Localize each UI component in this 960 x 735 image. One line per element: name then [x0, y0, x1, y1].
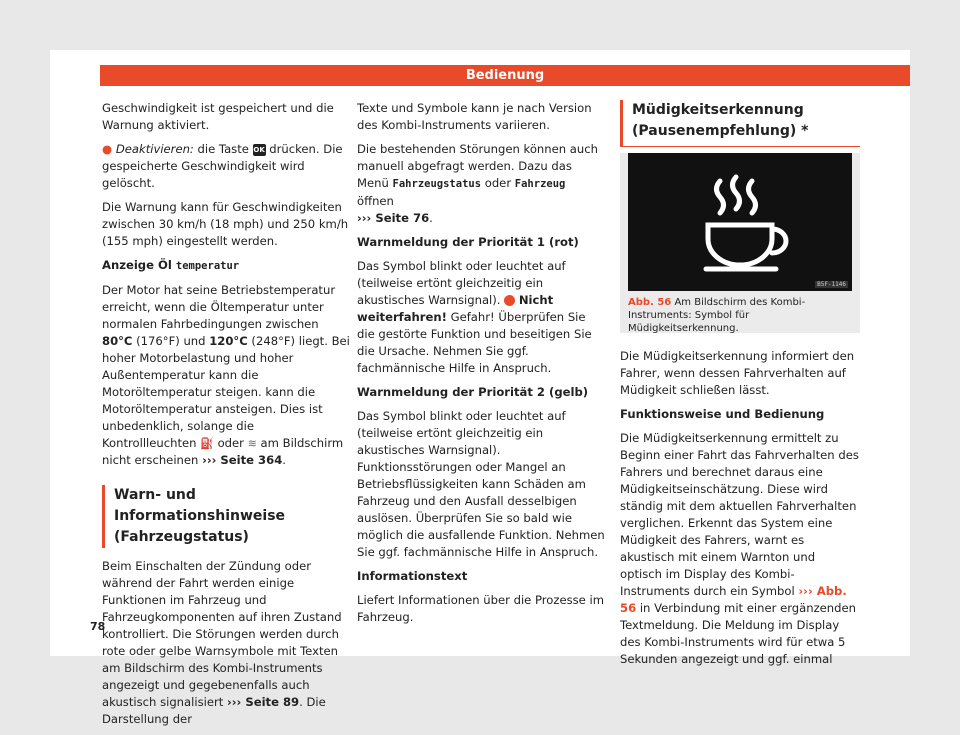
page-number: 78 [90, 620, 106, 633]
subheading: Funktionsweise und Bedienung [620, 407, 825, 421]
bullet-icon: ● [102, 142, 113, 156]
paragraph: Texte und Symbole kann je nach Version des Kombi-Instruments variieren. [357, 101, 592, 132]
ok-key-icon: OK [253, 145, 265, 154]
column-3-text [620, 348, 860, 675]
figure-link[interactable]: ››› Abb. 56 [620, 584, 847, 615]
subheading: Warnmeldung der Priorität 1 (rot) [357, 235, 579, 249]
paragraph: Das Symbol blinkt oder leuchtet auf (teilweise ertönt gleichzeitig ein akustisches Warnsignal). Nicht weiterfahren! Gefahr! Überprüfen Sie die gestörte Funktion und beseitigen Sie die Ursache. Nehmen Sie ggf. fachmännische Hilfe in Anspruch. [357, 259, 592, 375]
figure-56 [620, 153, 860, 333]
page [50, 50, 910, 726]
page-link[interactable]: ››› Seite 364 [202, 453, 283, 467]
column-2 [357, 100, 605, 633]
subheading: Anzeige Öl temperatur [102, 258, 240, 272]
paragraph: Das Symbol blinkt oder leuchtet auf (teilweise ertönt gleichzeitig ein akustisches Warnsignal). Funktionsstörungen oder Mangel an Betriebsflüssigkeiten kann Schäden am Fahrzeug und den Ausfall desselbigen auslösen. Überprüfen Sie so bald wie möglich die ausfallende Funktion. Nehmen Sie ggf. fachmännische Hilfe in Anspruch. [357, 409, 605, 559]
section-heading: Müdigkeitserkennung (Pausenempfehlung) * [620, 100, 860, 147]
paragraph: Die Warnung kann für Geschwindigkeiten zwischen 30 km/h (18 mph) und 250 km/h (155 mph) eingestellt werden. [102, 200, 349, 248]
paragraph-deaktivieren: ● Deaktivieren: die Taste OK drücken. Die gespeicherte Geschwindigkeit wird gelöscht. [102, 142, 343, 190]
section-heading: Warn- und Informationshinweise (Fahrzeugstatus) [102, 485, 350, 548]
stop-icon [504, 295, 515, 306]
subheading: Warnmeldung der Priorität 2 (gelb) [357, 385, 589, 399]
paragraph: Liefert Informationen über die Prozesse im Fahrzeug. [357, 593, 605, 624]
column-3-heading [620, 100, 860, 155]
paragraph: Beim Einschalten der Zündung oder während der Fahrt werden einige Funktionen im Fahrzeug und Fahrzeugkomponenten auf ihren Zustand kontrolliert. Die Störungen werden durch rote oder gelbe Warnsymbole mit Texten am Bildschirm des Kombi-Instruments angezeigt und gegebenenfalls auch akustisch signalisiert ››› Seite 89. Die Darstellung der [102, 559, 342, 726]
subheading: Informationstext [357, 569, 468, 583]
figure-display [628, 153, 852, 291]
oil-temp-icon: ≋ [247, 437, 257, 450]
page-link[interactable]: ››› Seite 89 [226, 695, 300, 709]
figure-code: B5F-1146 [817, 281, 846, 288]
coffee-cup-icon [628, 153, 852, 291]
page-link[interactable]: ››› Seite 76 [357, 211, 430, 225]
paragraph: Die Müdigkeitserkennung informiert den Fahrer, wenn dessen Fahrverhalten auf Müdigkeit schließen lässt. [620, 349, 855, 397]
paragraph: Die Müdigkeitserkennung ermittelt zu Beginn einer Fahrt das Fahrverhalten des Fahrers und berechnet daraus eine Müdigkeitseinschätzung. Diese wird ständig mit dem aktuellen Fahrverhalten verglichen. Erkennt das System eine Müdigkeit des Fahrers, warnt es akustisch mit einem Warnton und optisch im Display des Kombi-Instruments durch ein Symbol ››› Abb. 56 in Verbindung mit einer ergänzenden Textmeldung. Die Meldung im Display des Kombi-Instruments wird für etwa 5 Sekunden angezeigt und ggf. einmal [620, 431, 859, 666]
column-1 [102, 100, 350, 735]
oil-warning-icon: ⛽ [200, 437, 214, 450]
paragraph-oil: Der Motor hat seine Betriebstemperatur erreicht, wenn die Öltemperatur unter normalen Fahrbedingungen zwischen 80°C (176°F) und 120°C (248°F) liegt. Bei hoher Motorbelastung und hoher Außentemperatur kann die Motoröltemperatur steigen. kann die Motoröltemperatur ansteigen. Dies ist unbedenklich, solange die Kontrollleuchten ⛽ oder ≋ am Bildschirm nicht erscheinen ››› Seite 364. [102, 283, 350, 467]
section-header: Bedienung [100, 65, 910, 86]
paragraph: Geschwindigkeit ist gespeichert und die Warnung aktiviert. [102, 101, 334, 132]
figure-caption: Abb. 56 Am Bildschirm des Kombi-Instruments: Symbol für Müdigkeitserkennung. [628, 297, 806, 334]
paragraph: Die bestehenden Störungen können auch manuell abgefragt werden. Dazu das Menü Fahrzeugstatus oder Fahrzeug öffnen ››› Seite 76. [357, 142, 598, 225]
